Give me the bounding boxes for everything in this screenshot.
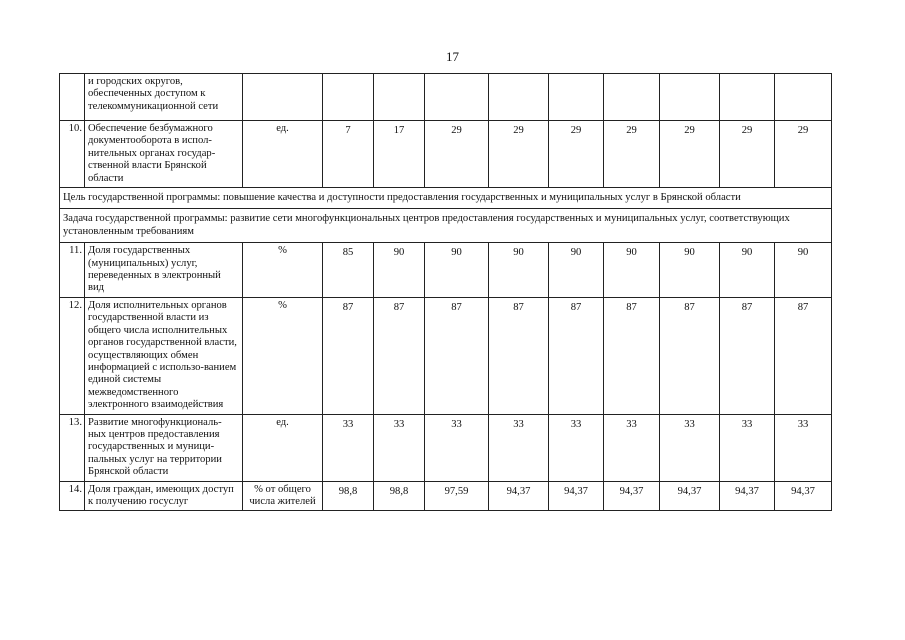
value-cell: 87 [374,297,425,414]
value-cell: 33 [489,414,549,481]
indicator-name: Доля государственных (муниципальных) услуг, переведенных в электронный вид [85,243,243,298]
unit-cell: % от общего числа жителей [243,481,323,511]
table-body [60,74,832,511]
table-row [60,121,832,188]
table-row [60,481,832,511]
unit-cell: % [243,297,323,414]
value-cell: 87 [660,297,720,414]
indicator-name: Доля граждан, имеющих доступ к получению госуслуг [85,481,243,511]
section-header: Задача государственной программы: развитие сети многофункциональных центров предоставления государственных и муниципальных услуг, соответствующих установленным требованиям [60,209,832,243]
row-number: 13. [60,414,85,481]
value-cell [425,74,489,121]
value-cell [660,74,720,121]
section-row [60,188,832,209]
unit-cell: ед. [243,414,323,481]
value-cell: 94,37 [660,481,720,511]
value-cell: 90 [660,243,720,298]
value-cell: 97,59 [425,481,489,511]
value-cell [775,74,832,121]
value-cell: 87 [425,297,489,414]
value-cell: 33 [660,414,720,481]
page-number: 17 [446,49,459,64]
value-cell [374,74,425,121]
row-number [60,74,85,121]
section-row [60,209,832,243]
value-cell: 90 [720,243,775,298]
value-cell: 33 [775,414,832,481]
indicator-name: Развитие многофункциональ-ных центров предоставления государственных и муници-пальных услуг на территории Брянской области [85,414,243,481]
value-cell: 85 [323,243,374,298]
row-number: 12. [60,297,85,414]
unit-cell [243,74,323,121]
value-cell: 90 [374,243,425,298]
value-cell: 33 [604,414,660,481]
value-cell: 29 [489,121,549,188]
value-cell: 87 [489,297,549,414]
table-row [60,243,832,298]
value-cell: 98,8 [323,481,374,511]
value-cell: 87 [549,297,604,414]
value-cell: 33 [374,414,425,481]
value-cell: 94,37 [489,481,549,511]
value-cell: 33 [720,414,775,481]
indicators-table [59,73,832,511]
row-number: 10. [60,121,85,188]
value-cell: 29 [660,121,720,188]
value-cell: 90 [425,243,489,298]
value-cell: 29 [604,121,660,188]
value-cell: 94,37 [775,481,832,511]
value-cell: 90 [775,243,832,298]
value-cell: 94,37 [720,481,775,511]
value-cell: 87 [775,297,832,414]
indicator-name: и городских округов, обеспеченных доступом к телекоммуникационной сети [85,74,243,121]
row-number: 11. [60,243,85,298]
value-cell: 90 [549,243,604,298]
value-cell: 98,8 [374,481,425,511]
value-cell: 90 [489,243,549,298]
value-cell: 87 [604,297,660,414]
value-cell: 87 [323,297,374,414]
indicator-name: Доля исполнительных органов государственной власти из общего числа исполнительных органов государственной власти, осуществляющих обмен информацией с использо-ванием единой системы межведомственного электронного взаимодействия [85,297,243,414]
value-cell: 7 [323,121,374,188]
value-cell: 94,37 [604,481,660,511]
value-cell: 29 [549,121,604,188]
value-cell [323,74,374,121]
value-cell: 29 [425,121,489,188]
unit-cell: ед. [243,121,323,188]
value-cell: 94,37 [549,481,604,511]
value-cell: 33 [323,414,374,481]
value-cell: 87 [720,297,775,414]
table-row [60,74,832,121]
row-number: 14. [60,481,85,511]
table-row [60,297,832,414]
unit-cell: % [243,243,323,298]
value-cell [549,74,604,121]
value-cell: 17 [374,121,425,188]
value-cell: 33 [425,414,489,481]
indicator-name: Обеспечение безбумажного документооборота в испол-нительных органах государ-ственной власти Брянской области [85,121,243,188]
value-cell: 33 [549,414,604,481]
value-cell: 29 [720,121,775,188]
section-header: Цель государственной программы: повышение качества и доступности предоставления государственных и муниципальных услуг в Брянской области [60,188,832,209]
value-cell: 90 [604,243,660,298]
table-row [60,414,832,481]
value-cell [489,74,549,121]
value-cell: 29 [775,121,832,188]
value-cell [720,74,775,121]
value-cell [604,74,660,121]
